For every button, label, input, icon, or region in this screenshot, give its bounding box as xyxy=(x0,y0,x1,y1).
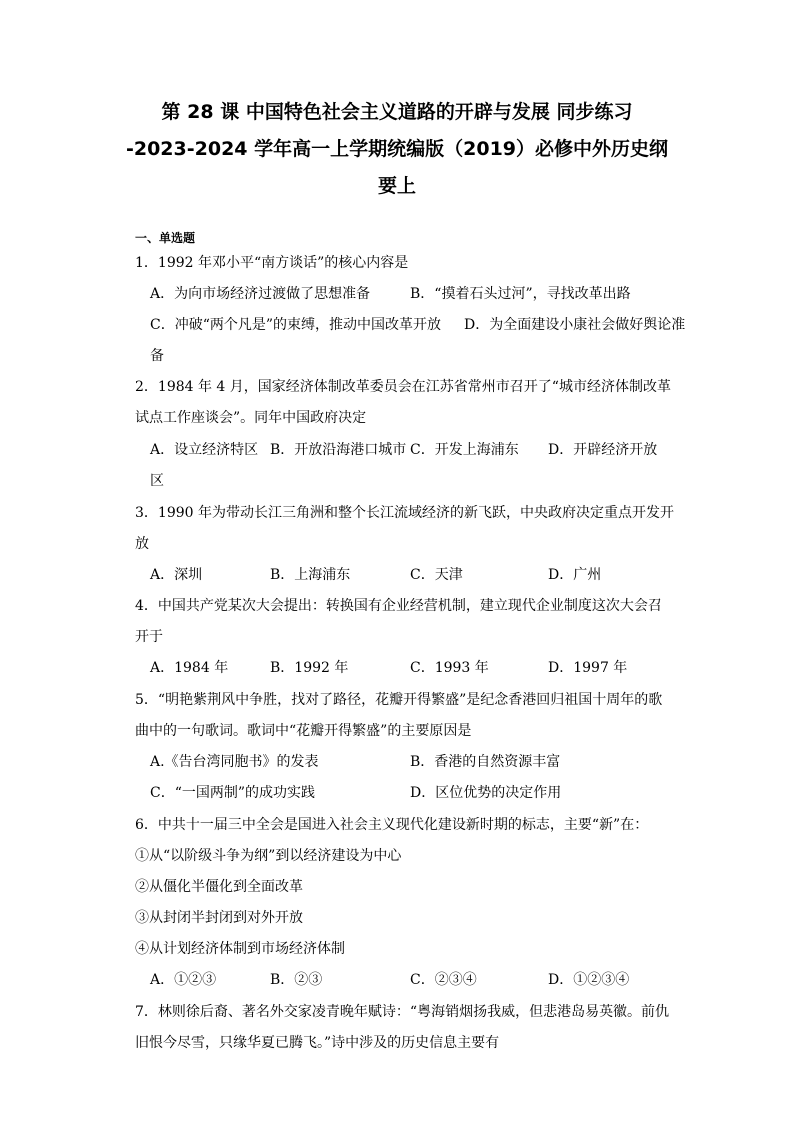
question-6-option-c: C．②③④ xyxy=(410,972,477,988)
question-3-option-a: A．深圳 xyxy=(150,567,203,583)
question-3-option-b: B．上海浦东 xyxy=(270,567,351,583)
question-4-stem-line-1: 4．中国共产党某次大会提出：转换国有企业经营机制，建立现代企业制度这次大会召 xyxy=(135,598,662,614)
question-3-stem-line-1: 3．1990 年为带动长江三角洲和整个长江流域经济的新飞跃，中央政府决定重点开发开 xyxy=(135,505,674,521)
question-6-item-3: ③从封闭半封闭到对外开放 xyxy=(135,910,303,926)
question-7-stem-line-1: 7．林则徐后裔、著名外交家凌青晚年赋诗：“粤海销烟扬我威，但悲港岛易英徽。前仇 xyxy=(135,1004,670,1020)
question-3-option-c: C．天津 xyxy=(410,567,463,583)
question-2-option-d: D．开辟经济开放 xyxy=(548,442,658,458)
question-4-option-d: D．1997 年 xyxy=(548,660,628,676)
question-6-item-1: ①从“以阶级斗争为纲”到以经济建设为中心 xyxy=(135,848,402,864)
question-1-option-d-wrap: 备 xyxy=(150,348,164,364)
question-5-option-d: D．区位优势的决定作用 xyxy=(410,785,562,801)
question-6-stem: 6．中共十一届三中全会是国进入社会主义现代化建设新时期的标志，主要“新”在： xyxy=(135,817,649,833)
question-5-stem-line-1: 5．“明艳紫荆风中争胜，找对了路径，花瓣开得繁盛”是纪念香港回归祖国十周年的歌 xyxy=(135,692,663,708)
section-heading: 一、单选题 xyxy=(135,231,196,245)
question-1-stem: 1．1992 年邓小平“南方谈话”的核心内容是 xyxy=(135,255,409,271)
question-4-option-a: A．1984 年 xyxy=(150,660,229,676)
question-5-option-c: C．“一国两制”的成功实践 xyxy=(150,785,316,801)
question-6-item-4: ④从计划经济体制到市场经济体制 xyxy=(135,941,345,957)
question-3-stem-line-2: 放 xyxy=(135,536,149,552)
document-title xyxy=(120,94,674,205)
question-6-option-b: B．②③ xyxy=(270,972,323,988)
question-6-option-a: A．①②③ xyxy=(150,972,217,988)
title-line-3: 要上 xyxy=(377,175,416,197)
question-2-option-b: B．开放沿海港口城市 xyxy=(270,442,407,458)
question-2-option-a: A．设立经济特区 xyxy=(150,442,259,458)
question-2-stem-line-1: 2．1984 年 4 月，国家经济体制改革委员会在江苏省常州市召开了“城市经济体制改革 xyxy=(135,379,671,395)
question-3-option-d: D．广州 xyxy=(548,567,602,583)
question-4-option-b: B．1992 年 xyxy=(270,660,349,676)
question-5-option-a: A.《告台湾同胞书》的发表 xyxy=(150,754,319,770)
question-7-stem-line-2: 旧恨今尽雪，只缘华夏已腾飞。”诗中涉及的历史信息主要有 xyxy=(135,1035,500,1051)
question-2-stem-line-2: 试点工作座谈会”。同年中国政府决定 xyxy=(135,410,367,426)
question-4-option-c: C．1993 年 xyxy=(410,660,489,676)
question-6-item-2: ②从僵化半僵化到全面改革 xyxy=(135,879,303,895)
question-6-option-d: D．①②③④ xyxy=(548,972,630,988)
question-2-option-d-wrap: 区 xyxy=(150,473,164,489)
question-4-stem-line-2: 开于 xyxy=(135,629,163,645)
question-1-option-b: B．“摸着石头过河”，寻找改革出路 xyxy=(410,286,631,302)
title-line-2: -2023-2024 学年高一上学期统编版（2019）必修中外历史纲 xyxy=(125,138,669,160)
title-line-1: 第 28 课 中国特色社会主义道路的开辟与发展 同步练习 xyxy=(161,101,633,123)
question-5-stem-line-2: 曲中的一句歌词。歌词中“花瓣开得繁盛”的主要原因是 xyxy=(135,723,472,739)
question-1-option-c: C．冲破“两个凡是”的束缚，推动中国改革开放 xyxy=(150,317,442,333)
question-1-option-d: D．为全面建设小康社会做好舆论准 xyxy=(464,317,686,333)
question-5-option-b: B．香港的自然资源丰富 xyxy=(410,754,561,770)
question-2-option-c: C．开发上海浦东 xyxy=(410,442,519,458)
question-1-option-a: A．为向市场经济过渡做了思想准备 xyxy=(150,286,371,302)
